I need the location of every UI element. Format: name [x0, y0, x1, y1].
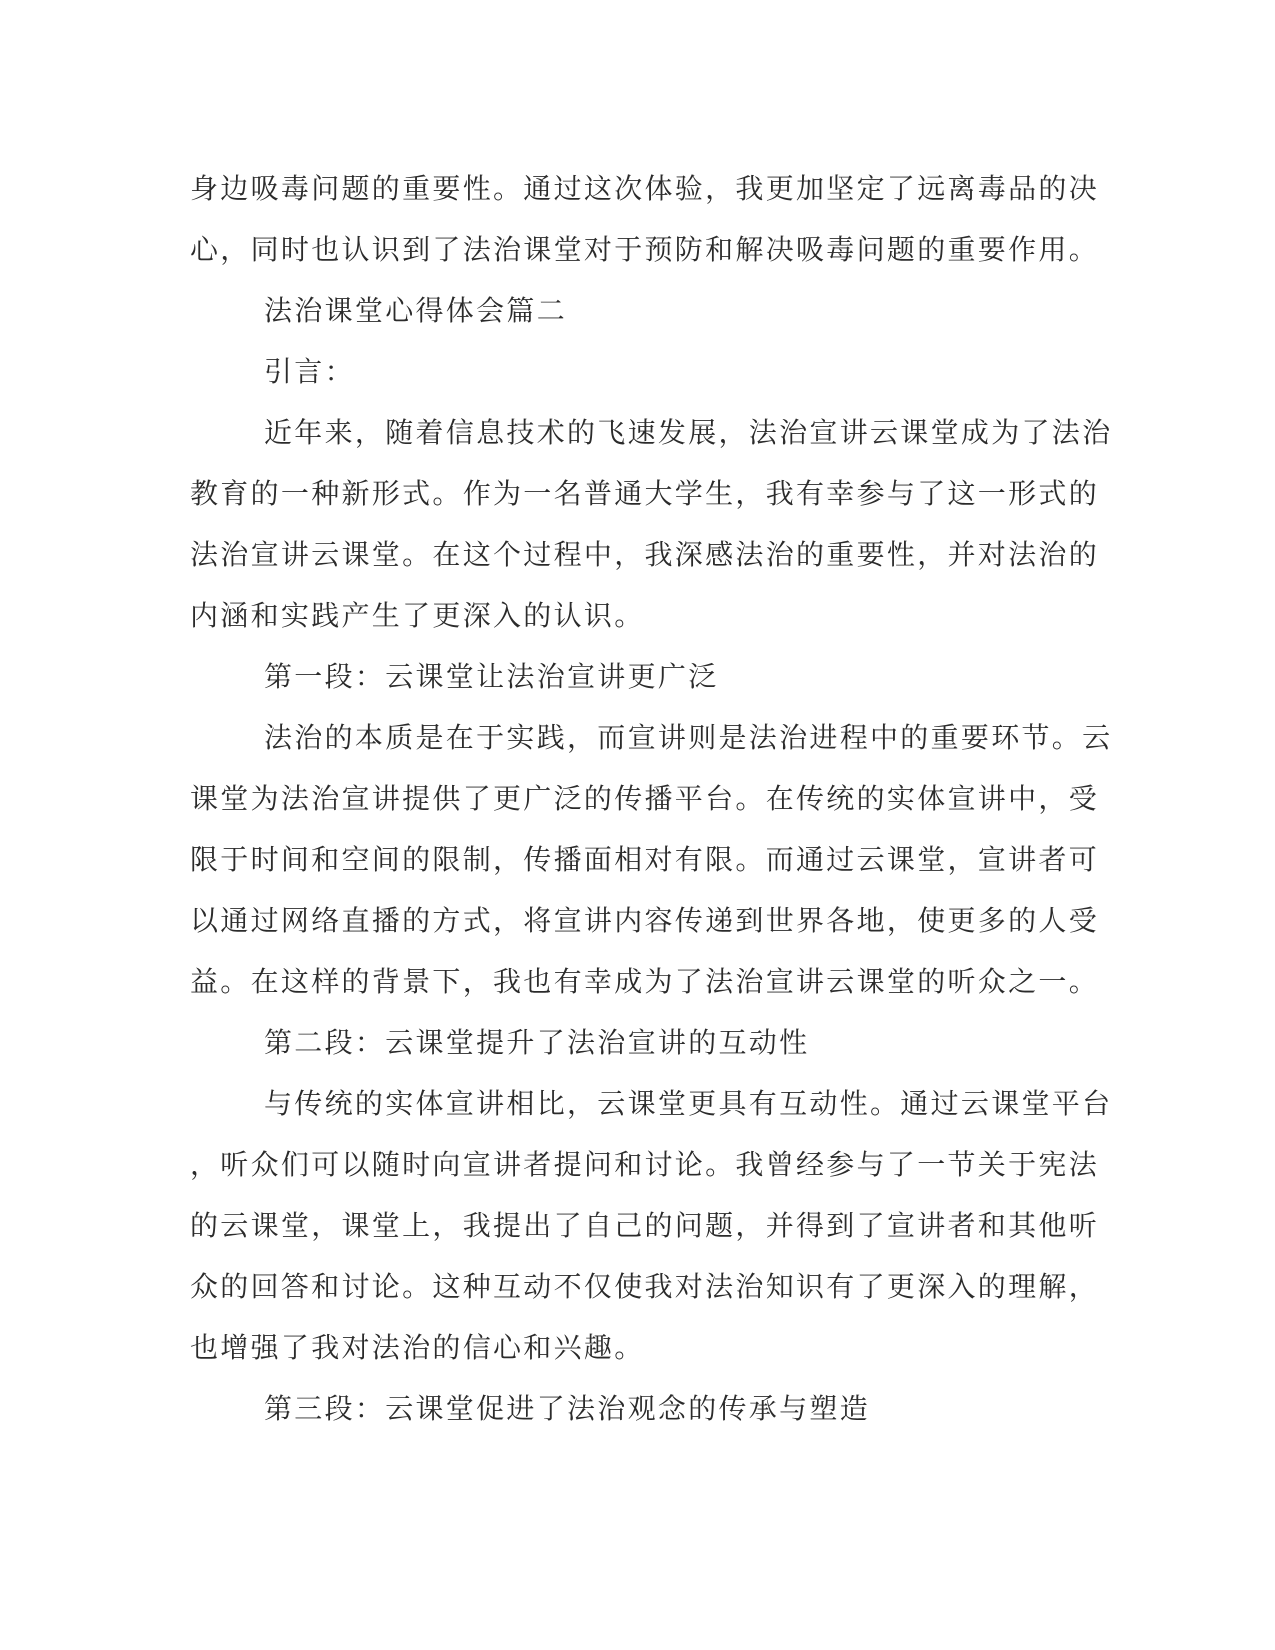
text-line: 法治宣讲云课堂。在这个过程中，我深感法治的重要性，并对法治的 — [190, 538, 1100, 571]
text-line: 益。在这样的背景下，我也有幸成为了法治宣讲云课堂的听众之一。 — [190, 965, 1100, 998]
text-line: 课堂为法治宣讲提供了更广泛的传播平台。在传统的实体宣讲中，受 — [190, 782, 1100, 815]
intro-heading: 引言： — [264, 355, 355, 388]
text-line: 的云课堂，课堂上，我提出了自己的问题，并得到了宣讲者和其他听 — [190, 1209, 1100, 1242]
text-line: 也增强了我对法治的信心和兴趣。 — [190, 1331, 645, 1364]
text-line: 教育的一种新形式。作为一名普通大学生，我有幸参与了这一形式的 — [190, 477, 1100, 510]
text-line: 以通过网络直播的方式，将宣讲内容传递到世界各地，使更多的人受 — [190, 904, 1100, 937]
text-line: 近年来，随着信息技术的飞速发展，法治宣讲云课堂成为了法治 — [264, 416, 1113, 449]
text-line: 心，同时也认识到了法治课堂对于预防和解决吸毒问题的重要作用。 — [190, 233, 1100, 266]
paragraph-heading: 第三段：云课堂促进了法治观念的传承与塑造 — [264, 1392, 871, 1425]
text-line: 众的回答和讨论。这种互动不仅使我对法治知识有了更深入的理解， — [190, 1270, 1100, 1303]
text-line: 限于时间和空间的限制，传播面相对有限。而通过云课堂，宣讲者可 — [190, 843, 1100, 876]
text-line: 内涵和实践产生了更深入的认识。 — [190, 599, 645, 632]
paragraph-heading: 第一段：云课堂让法治宣讲更广泛 — [264, 660, 719, 693]
document-body — [190, 158, 1113, 1439]
section-title: 法治课堂心得体会篇二 — [264, 294, 568, 327]
paragraph-heading: 第二段：云课堂提升了法治宣讲的互动性 — [264, 1026, 810, 1059]
text-line: 身边吸毒问题的重要性。通过这次体验，我更加坚定了远离毒品的决 — [190, 172, 1100, 205]
text-line: 法治的本质是在于实践，而宣讲则是法治进程中的重要环节。云 — [264, 721, 1113, 754]
text-line: 与传统的实体宣讲相比，云课堂更具有互动性。通过云课堂平台 — [264, 1087, 1113, 1120]
text-line: ，听众们可以随时向宣讲者提问和讨论。我曾经参与了一节关于宪法 — [190, 1148, 1100, 1181]
